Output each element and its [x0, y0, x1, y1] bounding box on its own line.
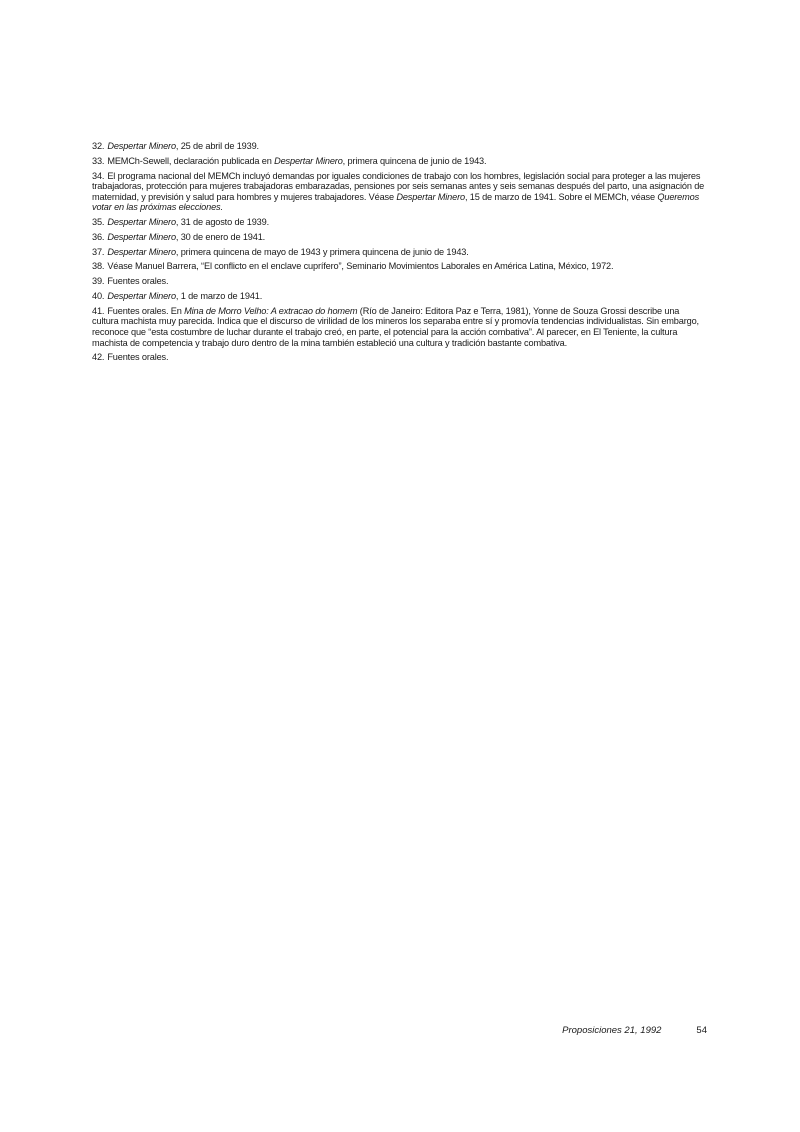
endnote-text: , 1 de marzo de 1941.: [175, 291, 263, 302]
endnote-text: , 15 de marzo de 1941. Sobre el MEMCh, véase: [464, 191, 658, 202]
endnote-number: 34.: [92, 170, 105, 181]
endnote-number: 33.: [92, 155, 105, 166]
endnote: [92, 261, 708, 272]
endnote-italic-text: Despertar Minero: [107, 246, 176, 257]
endnote-number: 41.: [92, 305, 105, 316]
endnote: [92, 217, 708, 228]
endnote: [92, 352, 708, 363]
endnote-number: 35.: [92, 217, 105, 228]
page-number: 54: [696, 1025, 707, 1036]
endnote-text: Véase Manuel Barrera, “El conflicto en el enclave cuprífero”, Seminario Movimientos Laborales en América Latina, México, 1972.: [107, 261, 614, 272]
endnote: [92, 291, 708, 302]
endnote-italic-text: Despertar Minero: [274, 155, 343, 166]
endnote: [92, 247, 708, 258]
endnote-number: 36.: [92, 231, 105, 242]
endnote-number: 37.: [92, 246, 105, 257]
endnote-text: , 25 de abril de 1939.: [175, 141, 259, 151]
endnote-number: 32.: [92, 141, 105, 151]
endnote-italic-text: Despertar Minero: [107, 141, 176, 151]
endnote-italic-text: Mina de Morro Velho: A extracao do homem: [184, 305, 358, 316]
endnote-number: 38.: [92, 261, 105, 272]
endnote-text: , primera quincena de junio de 1943.: [342, 155, 487, 166]
endnote-text: Fuentes orales.: [107, 276, 169, 287]
endnote-italic-text: Despertar Minero: [107, 291, 176, 302]
endnote: [92, 306, 708, 348]
page-footer: [562, 1025, 707, 1037]
endnote-text: El programa nacional del MEMCh incluyó demandas por iguales condiciones de trabajo con los hombres, legislación social para proteger a las mujeres trabajadoras, protección para mujeres trabajadoras embarazadas, pensiones por seis semanas antes y seis semanas después del parto, una asignación de maternidad, y previsión y salud para hombres y mujeres trabajadores. Véase: [92, 170, 705, 202]
endnote-text: , primera quincena de mayo de 1943 y primera quincena de junio de 1943.: [175, 246, 469, 257]
endnote-text: (Río de Janeiro: Editora Paz e Terra, 1981), Yonne de Souza Grossi describe una cultura machista muy parecida. Indica que el discurso de virilidad de los mineros los separaba entre sí y promovía tendencias individualistas. Sin embargo, reconoce que “esta costumbre de luchar durante el trabajo creó, en parte, el potencial para la acción combativa”. Al parecer, en El Teniente, la cultura machista de competencia y trabajo duro dentro de la mina también estableció una cultura y tradición bastante combativa.: [92, 305, 699, 348]
endnote: [92, 156, 708, 167]
journal-citation: Proposiciones 21, 1992: [562, 1025, 662, 1036]
endnote-italic-text: Despertar Minero: [107, 217, 176, 228]
endnote-text: , 31 de agosto de 1939.: [175, 217, 270, 228]
endnote-text: Fuentes orales.: [107, 352, 169, 363]
endnote: [92, 141, 708, 152]
endnote-italic-text: Queremos votar en las próximas elecciones.: [92, 191, 700, 213]
endnote: [92, 232, 708, 243]
endnote-text: MEMCh-Sewell, declaración publicada en: [107, 155, 275, 166]
endnote-text: , 30 de enero de 1941.: [175, 231, 266, 242]
endnotes-list: [92, 141, 708, 367]
endnote-number: 40.: [92, 291, 105, 302]
endnote-number: 42.: [92, 352, 105, 363]
endnote-text: Fuentes orales. En: [107, 305, 185, 316]
endnote-italic-text: Despertar Minero: [107, 231, 176, 242]
endnote: [92, 171, 708, 213]
endnote-number: 39.: [92, 276, 105, 287]
endnote-italic-text: Despertar Minero: [396, 191, 465, 202]
endnote: [92, 276, 708, 287]
